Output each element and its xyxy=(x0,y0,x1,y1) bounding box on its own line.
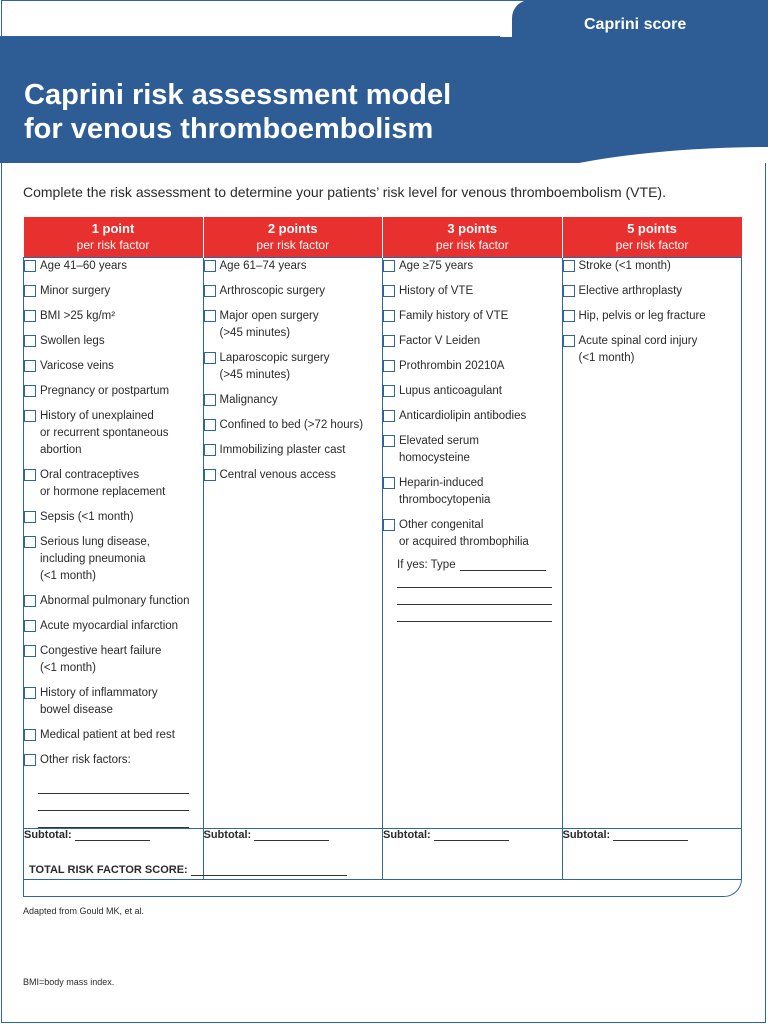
risk-factor-label: Age 61–74 years xyxy=(219,260,307,272)
checkbox[interactable] xyxy=(24,511,36,523)
subtotal-line[interactable] xyxy=(434,840,509,841)
checkbox[interactable] xyxy=(24,687,36,699)
risk-factor-label: Heparin-induced thrombocytopenia xyxy=(399,477,491,506)
risk-factor-item[interactable] xyxy=(383,358,562,375)
risk-factor-item[interactable] xyxy=(24,509,203,526)
risk-factor-item[interactable] xyxy=(563,283,742,300)
checkbox[interactable] xyxy=(204,419,216,431)
checkbox[interactable] xyxy=(24,729,36,741)
risk-factor-label: Anticardiolipin antibodies xyxy=(399,410,527,422)
risk-factor-label: Hip, pelvis or leg fracture xyxy=(578,310,706,322)
risk-factor-label: Laparoscopic surgery (>45 minutes) xyxy=(219,352,330,381)
risk-factor-item[interactable] xyxy=(24,333,203,350)
risk-factor-item[interactable] xyxy=(204,417,383,434)
checkbox[interactable] xyxy=(204,285,216,297)
risk-factor-label: Medical patient at bed rest xyxy=(40,729,175,741)
subtotal-line[interactable] xyxy=(254,840,329,841)
risk-table xyxy=(23,217,742,880)
footnote-bmi: BMI=body mass index. xyxy=(23,977,115,987)
title-line-1: Caprini risk assessment model xyxy=(24,79,452,111)
checkbox[interactable] xyxy=(204,444,216,456)
checkbox[interactable] xyxy=(24,260,36,272)
per-label: per risk factor xyxy=(256,238,330,252)
risk-factor-label: Central venous access xyxy=(219,469,336,481)
col-items-5pt xyxy=(562,258,742,829)
risk-factor-label: Malignancy xyxy=(219,394,278,406)
checkbox[interactable] xyxy=(204,260,216,272)
total-row xyxy=(29,864,347,876)
points-label: 1 point xyxy=(91,221,135,236)
risk-factor-label: Factor V Leiden xyxy=(399,335,481,347)
col-items-1pt xyxy=(24,258,204,829)
risk-factor-item[interactable] xyxy=(24,283,203,300)
col-items-3pt xyxy=(383,258,563,829)
checkbox[interactable] xyxy=(24,645,36,657)
checkbox[interactable] xyxy=(383,360,395,372)
risk-factor-item[interactable] xyxy=(204,283,383,300)
col-header-2pt xyxy=(203,217,383,258)
checkbox[interactable] xyxy=(204,469,216,481)
checkbox[interactable] xyxy=(24,536,36,548)
risk-factor-item[interactable] xyxy=(204,308,383,342)
checkbox[interactable] xyxy=(204,352,216,364)
type-line-4[interactable] xyxy=(397,605,552,622)
checkbox[interactable] xyxy=(204,394,216,406)
risk-factor-item[interactable] xyxy=(383,308,562,325)
risk-factor-item[interactable] xyxy=(563,308,742,325)
points-label: 5 points xyxy=(627,221,677,236)
total-label: TOTAL RISK FACTOR SCORE: xyxy=(29,864,188,876)
risk-factor-item[interactable] xyxy=(24,308,203,325)
risk-factor-label: Acute spinal cord injury (<1 month) xyxy=(578,335,698,364)
risk-factor-item[interactable] xyxy=(563,333,742,367)
checkbox[interactable] xyxy=(24,620,36,632)
if-yes-label: If yes: Type xyxy=(397,559,456,571)
checkbox[interactable] xyxy=(24,595,36,607)
subtotal-label: Subtotal: xyxy=(24,829,72,841)
risk-factor-label: Elevated serum homocysteine xyxy=(399,435,479,464)
risk-factor-item[interactable] xyxy=(24,727,203,744)
checkbox[interactable] xyxy=(563,285,575,297)
checkbox[interactable] xyxy=(24,285,36,297)
checkbox[interactable] xyxy=(563,335,575,347)
col-header-3pt xyxy=(383,217,563,258)
risk-factor-label: Major open surgery (>45 minutes) xyxy=(219,310,319,339)
risk-factor-item[interactable] xyxy=(24,534,203,585)
risk-factor-item[interactable] xyxy=(383,517,562,551)
risk-factor-item[interactable] xyxy=(24,358,203,375)
checkbox[interactable] xyxy=(24,310,36,322)
col-header-5pt xyxy=(562,217,742,258)
other-line-3[interactable] xyxy=(38,811,189,828)
other-line-1[interactable] xyxy=(38,777,189,794)
risk-factor-label: Swollen legs xyxy=(40,335,105,347)
checkbox[interactable] xyxy=(383,310,395,322)
per-label: per risk factor xyxy=(435,238,509,252)
risk-factor-label: Prothrombin 20210A xyxy=(399,360,505,372)
risk-factor-label: Other congenital or acquired thrombophilia xyxy=(399,519,529,548)
col-header-1pt xyxy=(24,217,204,258)
col-items-2pt xyxy=(203,258,383,829)
risk-factor-label: Elective arthroplasty xyxy=(578,285,683,297)
risk-factor-item[interactable] xyxy=(383,333,562,350)
risk-factor-item[interactable] xyxy=(204,442,383,459)
tab-label: Caprini score xyxy=(584,16,687,33)
risk-factor-item[interactable] xyxy=(24,408,203,459)
checkbox[interactable] xyxy=(383,435,395,447)
risk-factor-item[interactable] xyxy=(24,383,203,400)
type-line[interactable] xyxy=(460,570,546,571)
checkbox[interactable] xyxy=(24,469,36,481)
risk-factor-label: Minor surgery xyxy=(40,285,111,297)
risk-factor-item[interactable] xyxy=(383,433,562,467)
if-yes-row xyxy=(397,559,562,571)
risk-factor-item[interactable] xyxy=(204,392,383,409)
per-label: per risk factor xyxy=(76,238,150,252)
risk-factor-label: Pregnancy or postpartum xyxy=(40,385,170,397)
risk-factor-label: Stroke (<1 month) xyxy=(578,260,671,272)
risk-factor-label: Arthroscopic surgery xyxy=(219,285,325,297)
item-list xyxy=(383,258,562,551)
total-line[interactable] xyxy=(191,875,347,876)
risk-factor-item[interactable] xyxy=(24,643,203,677)
risk-factor-item[interactable] xyxy=(563,258,742,275)
risk-factor-label: Varicose veins xyxy=(40,360,114,372)
checkbox[interactable] xyxy=(383,477,395,489)
risk-factor-label: BMI >25 kg/m² xyxy=(40,310,116,322)
checkbox[interactable] xyxy=(24,335,36,347)
risk-factor-item[interactable] xyxy=(24,258,203,275)
other-line-2[interactable] xyxy=(38,794,189,811)
footnote-adapted: Adapted from Gould MK, et al. xyxy=(23,906,145,916)
risk-factor-label: Confined to bed (>72 hours) xyxy=(219,419,364,431)
points-label: 2 points xyxy=(267,221,318,236)
type-line-3[interactable] xyxy=(397,588,552,605)
checkbox[interactable] xyxy=(24,385,36,397)
checkbox[interactable] xyxy=(204,310,216,322)
checkbox[interactable] xyxy=(24,360,36,372)
risk-factor-label: Abnormal pulmonary function xyxy=(40,595,190,607)
page-title xyxy=(24,78,451,146)
risk-factor-label: Family history of VTE xyxy=(399,310,509,322)
risk-factor-label: Congestive heart failure (<1 month) xyxy=(40,645,162,674)
risk-factor-item[interactable] xyxy=(24,685,203,719)
risk-factor-item[interactable] xyxy=(204,467,383,484)
total-box xyxy=(23,847,742,897)
checkbox[interactable] xyxy=(383,285,395,297)
checkbox[interactable] xyxy=(383,519,395,531)
risk-factor-label: Age ≥75 years xyxy=(399,260,474,272)
checkbox[interactable] xyxy=(563,310,575,322)
risk-factor-label: Acute myocardial infarction xyxy=(40,620,179,632)
checkbox[interactable] xyxy=(24,754,36,766)
risk-factor-label: Lupus anticoagulant xyxy=(399,385,502,397)
item-list xyxy=(24,258,203,769)
risk-factor-item[interactable] xyxy=(383,383,562,400)
risk-factor-label: History of inflammatory bowel disease xyxy=(40,687,158,716)
item-list xyxy=(204,258,383,484)
header-rule xyxy=(0,0,500,37)
risk-factor-label: History of VTE xyxy=(399,285,474,297)
checkbox[interactable] xyxy=(563,260,575,272)
type-line-2[interactable] xyxy=(397,571,552,588)
checkbox[interactable] xyxy=(24,410,36,422)
subtotal-label: Subtotal: xyxy=(562,829,611,841)
risk-factor-label: Immobilizing plaster cast xyxy=(219,444,346,456)
item-list xyxy=(563,258,742,367)
risk-factor-item[interactable] xyxy=(383,475,562,509)
per-label: per risk factor xyxy=(615,238,689,252)
subtotal-line[interactable] xyxy=(75,840,150,841)
risk-factor-label: Serious lung disease, including pneumonia (<1 month) xyxy=(40,536,150,582)
risk-factor-item[interactable] xyxy=(24,467,203,501)
risk-factor-label: History of unexplained or recurrent spontaneous abortion xyxy=(40,410,169,456)
risk-factor-item[interactable] xyxy=(24,752,203,769)
subtotal-label: Subtotal: xyxy=(383,829,431,841)
risk-factor-item[interactable] xyxy=(204,258,383,275)
risk-factor-item[interactable] xyxy=(383,283,562,300)
title-line-2: for venous thromboembolism xyxy=(24,113,434,145)
checkbox[interactable] xyxy=(383,385,395,397)
risk-factor-label: Oral contraceptives or hormone replacement xyxy=(40,469,166,498)
risk-factor-item[interactable] xyxy=(24,618,203,635)
risk-factor-item[interactable] xyxy=(383,408,562,425)
risk-factor-item[interactable] xyxy=(383,258,562,275)
risk-factor-label: Sepsis (<1 month) xyxy=(40,511,134,523)
subtotal-line[interactable] xyxy=(613,840,688,841)
banner-curve xyxy=(470,147,768,163)
checkbox[interactable] xyxy=(383,260,395,272)
checkbox[interactable] xyxy=(383,410,395,422)
risk-factor-item[interactable] xyxy=(204,350,383,384)
risk-factor-label: Other risk factors: xyxy=(40,754,131,766)
checkbox[interactable] xyxy=(383,335,395,347)
points-label: 3 points xyxy=(447,221,498,236)
intro-text: Complete the risk assessment to determine your patients’ risk level for venous thromboembolism (VTE). xyxy=(23,184,666,200)
risk-factor-item[interactable] xyxy=(24,593,203,610)
risk-factor-label: Age 41–60 years xyxy=(40,260,127,272)
subtotal-label: Subtotal: xyxy=(203,829,252,841)
